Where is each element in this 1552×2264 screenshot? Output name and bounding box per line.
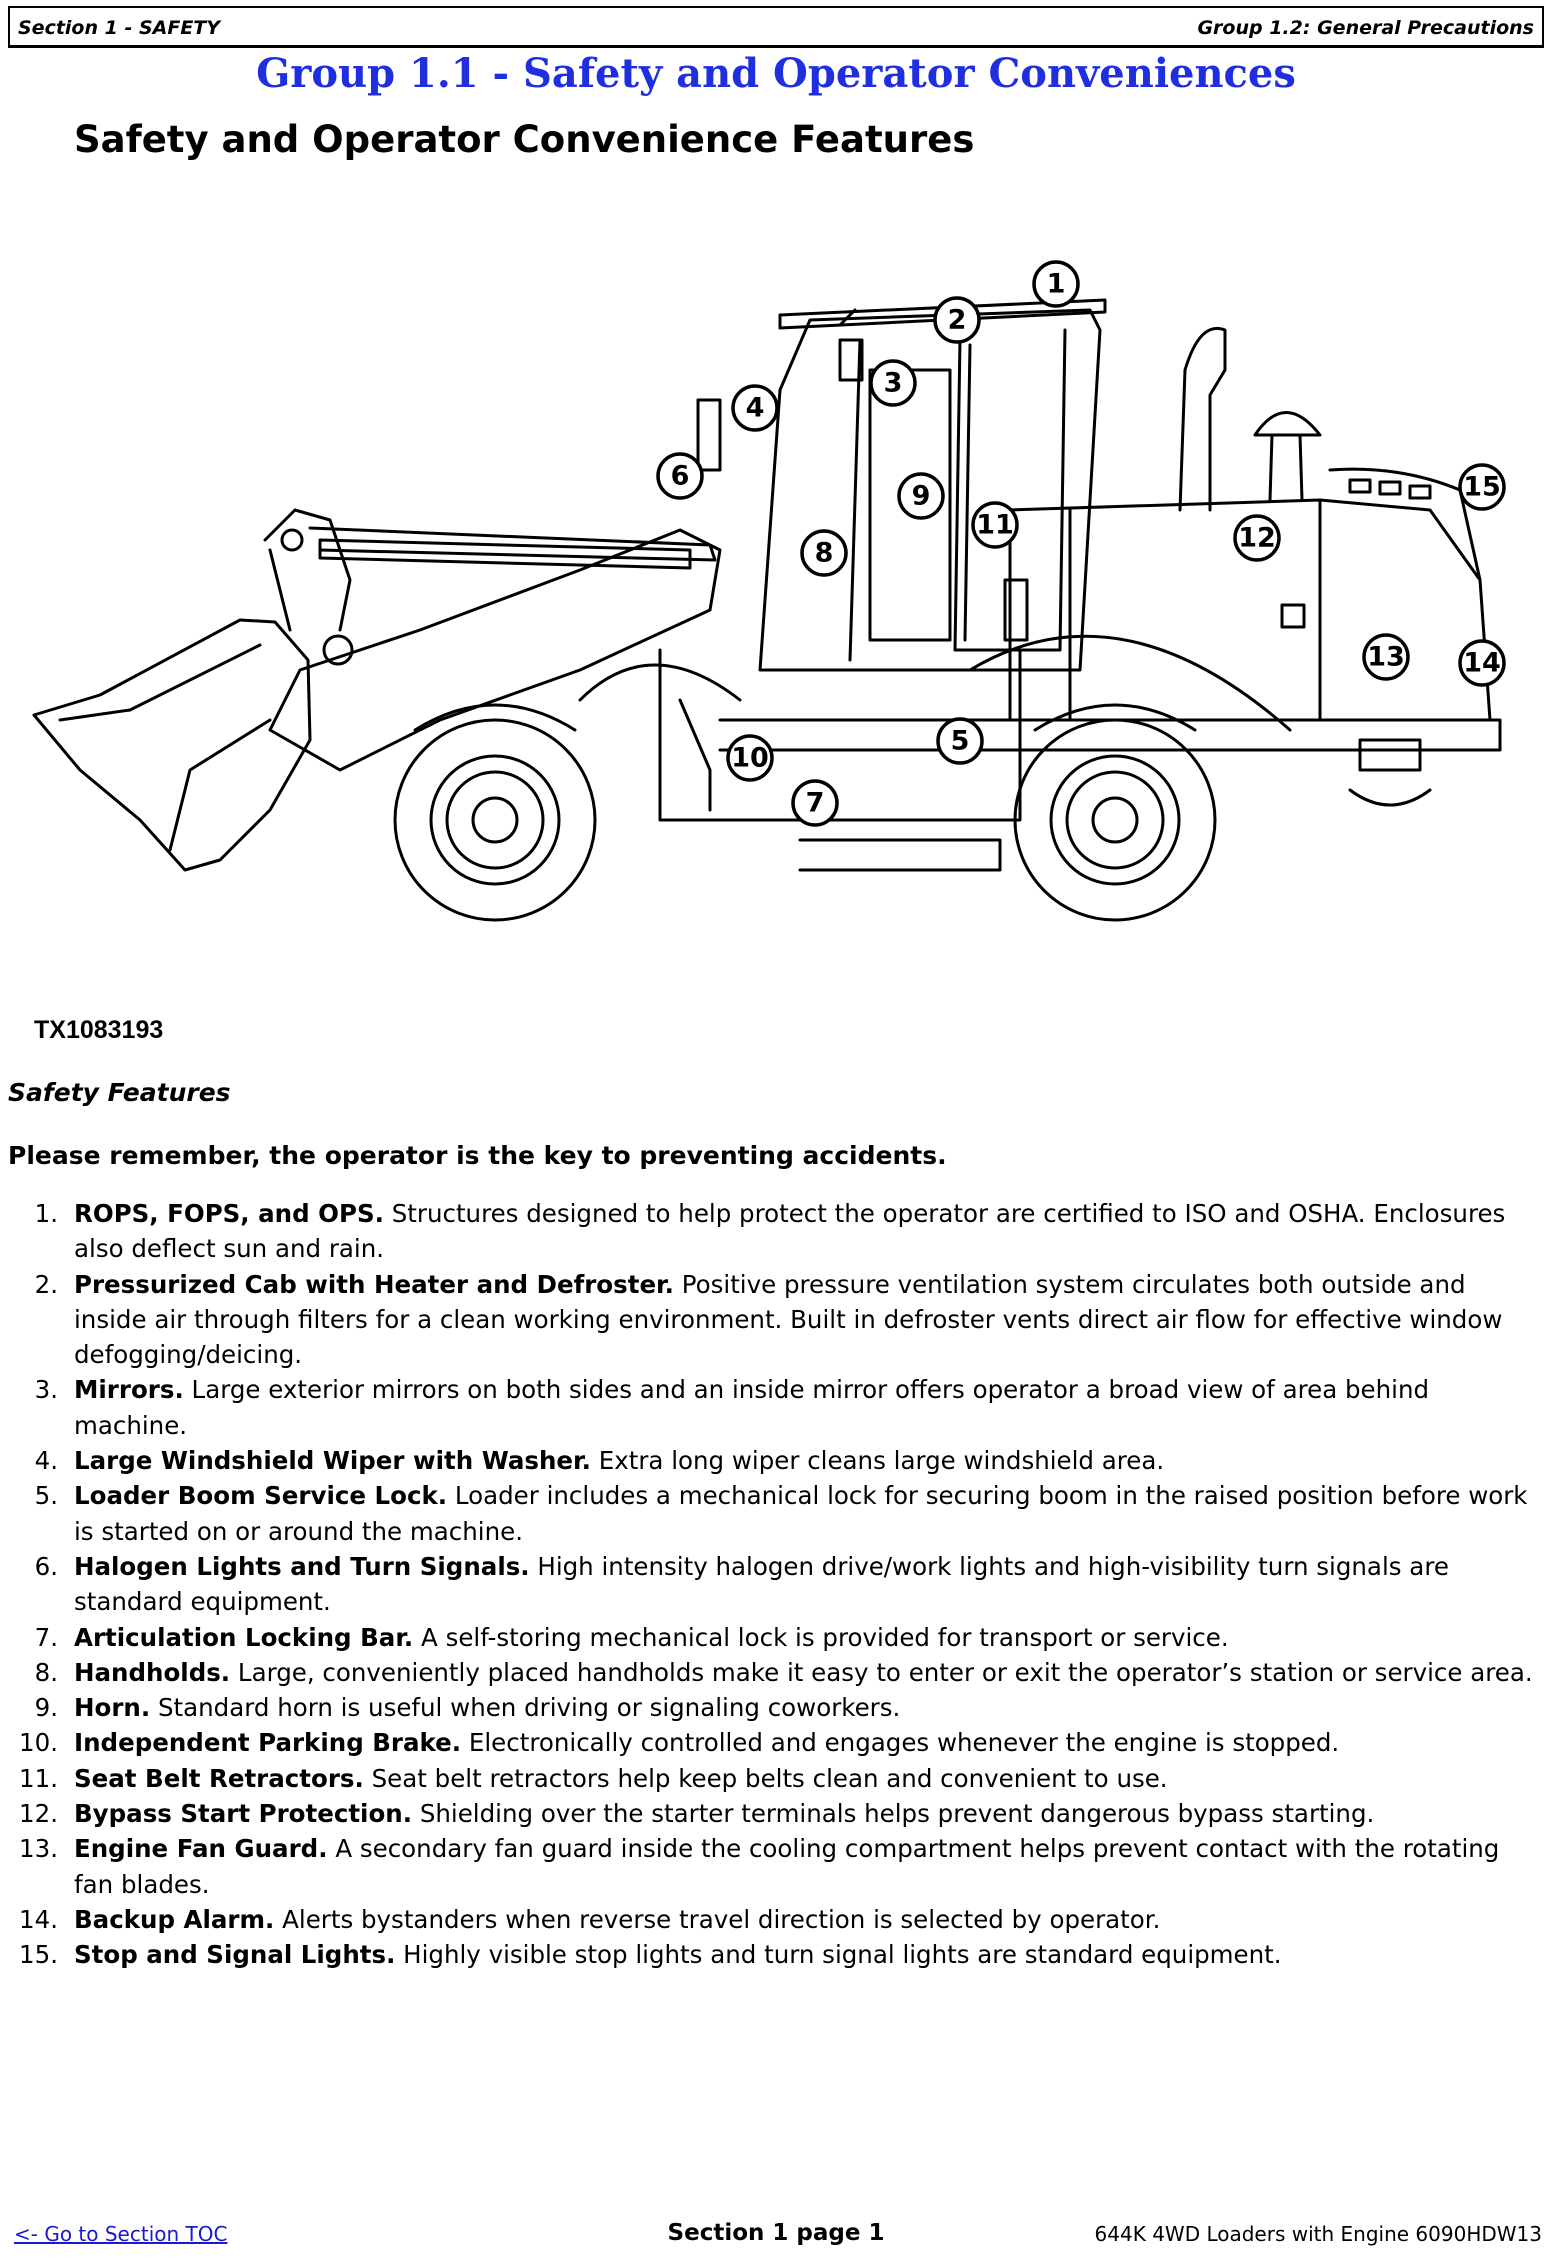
model-label: 644K 4WD Loaders with Engine 6090HDW13	[1094, 2222, 1542, 2246]
feature-item	[0, 1831, 1540, 1902]
group-title: Group 1.1 - Safety and Operator Conveniences	[256, 50, 1296, 97]
feature-item	[0, 1761, 1540, 1796]
item-term: Stop and Signal Lights.	[74, 1940, 396, 1970]
callout-2	[935, 298, 979, 342]
item-number: 12.	[19, 1799, 58, 1829]
item-description: Shielding over the starter terminals helps prevent dangerous bypass starting.	[412, 1799, 1375, 1829]
item-number: 3.	[34, 1375, 58, 1405]
item-number: 15.	[19, 1940, 58, 1970]
section-toc-link[interactable]: <- Go to Section TOC	[14, 2222, 228, 2246]
feature-item	[0, 1478, 1540, 1549]
callout-9	[899, 474, 943, 518]
item-term: Articulation Locking Bar.	[74, 1622, 414, 1652]
feature-item	[0, 1196, 1540, 1267]
svg-text:12: 12	[1238, 522, 1276, 554]
callout-8	[802, 531, 846, 575]
callout-15	[1460, 465, 1504, 509]
item-term: Backup Alarm.	[74, 1904, 275, 1934]
item-term: Bypass Start Protection.	[74, 1799, 413, 1829]
callout-6	[658, 454, 702, 498]
item-number: 1.	[34, 1199, 58, 1228]
item-term: Independent Parking Brake.	[74, 1728, 462, 1758]
callout-1	[1034, 262, 1078, 306]
item-description: A self-storing mechanical lock is provided for transport or service.	[413, 1622, 1229, 1652]
item-term: Pressurized Cab with Heater and Defroster.	[74, 1269, 674, 1299]
callout-4	[733, 386, 777, 430]
section-label: Section 1 - SAFETY	[18, 17, 221, 39]
item-description: Highly visible stop lights and turn signal lights are standard equipment.	[395, 1940, 1282, 1970]
item-number: 9.	[34, 1693, 58, 1723]
item-number: 5.	[34, 1481, 58, 1511]
item-description: High intensity halogen drive/work lights and high-visibility turn signals are standard equipment.	[74, 1551, 1449, 1617]
item-term: Loader Boom Service Lock.	[74, 1481, 448, 1511]
svg-text:1: 1	[1046, 268, 1066, 300]
item-term: Large Windshield Wiper with Washer.	[74, 1446, 591, 1476]
page-title: Safety and Operator Convenience Features	[74, 118, 975, 161]
item-number: 7.	[34, 1622, 58, 1652]
svg-text:8: 8	[814, 537, 834, 569]
feature-item	[0, 1372, 1540, 1443]
feature-list	[0, 1196, 1540, 1973]
callout-7	[793, 781, 837, 825]
group-label: Group 1.2: General Precautions	[1197, 17, 1534, 39]
page-number: Section 1 page 1	[667, 2220, 885, 2246]
svg-text:7: 7	[805, 787, 825, 819]
item-description: Electronically controlled and engages whenever the engine is stopped.	[461, 1728, 1340, 1758]
item-number: 2.	[34, 1269, 58, 1299]
item-description: Standard horn is useful when driving or signaling coworkers.	[150, 1693, 901, 1723]
loader-illustration	[20, 250, 1532, 990]
svg-text:3: 3	[883, 367, 903, 399]
item-term: Engine Fan Guard.	[74, 1834, 328, 1864]
item-term: Mirrors.	[74, 1375, 184, 1405]
callout-13	[1364, 635, 1408, 679]
svg-text:10: 10	[731, 742, 769, 774]
item-term: Halogen Lights and Turn Signals.	[74, 1551, 530, 1581]
feature-item	[0, 1443, 1540, 1478]
item-description: Extra long wiper cleans large windshield area.	[590, 1446, 1165, 1476]
item-term: Handholds.	[74, 1657, 231, 1687]
svg-text:4: 4	[745, 392, 765, 424]
item-description: Seat belt retractors help keep belts clean and convenient to use.	[363, 1763, 1168, 1793]
feature-item	[0, 1690, 1540, 1725]
svg-text:5: 5	[950, 725, 970, 757]
item-term: Horn.	[74, 1693, 151, 1723]
callout-3	[871, 361, 915, 405]
callout-11	[973, 503, 1017, 547]
callout-10	[728, 736, 772, 780]
item-term: ROPS, FOPS, and OPS.	[74, 1199, 384, 1228]
intro-text: Please remember, the operator is the key to preventing accidents.	[8, 1141, 947, 1170]
item-number: 6.	[34, 1551, 58, 1581]
feature-item	[0, 1549, 1540, 1620]
item-number: 8.	[34, 1657, 58, 1687]
figure-id: TX1083193	[34, 1016, 164, 1044]
section-header	[8, 6, 1544, 48]
feature-item	[0, 1267, 1540, 1373]
callout-5	[938, 719, 982, 763]
item-number: 14.	[19, 1904, 58, 1934]
svg-text:9: 9	[911, 480, 931, 512]
item-description: A secondary fan guard inside the cooling compartment helps prevent contact with the rotating fan blades.	[74, 1834, 1500, 1899]
item-number: 11.	[19, 1763, 58, 1793]
item-description: Structures designed to help protect the operator are certified to ISO and OSHA. Enclosures also deflect sun and rain.	[74, 1199, 1506, 1264]
item-number: 13.	[19, 1834, 58, 1864]
item-description: Loader includes a mechanical lock for securing boom in the raised position before work is started on or around the machine.	[74, 1481, 1528, 1546]
item-description: Large, conveniently placed handholds make it easy to enter or exit the operator’s station or service area.	[230, 1657, 1533, 1687]
item-number: 10.	[19, 1728, 58, 1758]
item-description: Positive pressure ventilation system circulates both outside and inside air through filters for a clean working environment. Built in defroster vents direct air flow for effective window defogging/deicing.	[74, 1269, 1503, 1370]
svg-text:15: 15	[1463, 471, 1501, 503]
item-term: Seat Belt Retractors.	[74, 1763, 364, 1793]
callout-14	[1460, 641, 1504, 685]
svg-text:13: 13	[1367, 641, 1405, 673]
feature-item	[0, 1725, 1540, 1760]
svg-text:2: 2	[947, 304, 967, 336]
feature-item	[0, 1655, 1540, 1690]
svg-text:11: 11	[976, 509, 1014, 541]
feature-item	[0, 1620, 1540, 1655]
svg-text:14: 14	[1463, 647, 1501, 679]
feature-item	[0, 1937, 1540, 1972]
callout-12	[1235, 516, 1279, 560]
feature-item	[0, 1796, 1540, 1831]
item-description: Large exterior mirrors on both sides and an inside mirror offers operator a broad view of area behind machine.	[74, 1375, 1430, 1440]
feature-item	[0, 1902, 1540, 1937]
item-description: Alerts bystanders when reverse travel direction is selected by operator.	[274, 1904, 1161, 1934]
item-number: 4.	[34, 1446, 58, 1476]
safety-features-heading: Safety Features	[8, 1078, 231, 1107]
svg-text:6: 6	[670, 460, 690, 492]
